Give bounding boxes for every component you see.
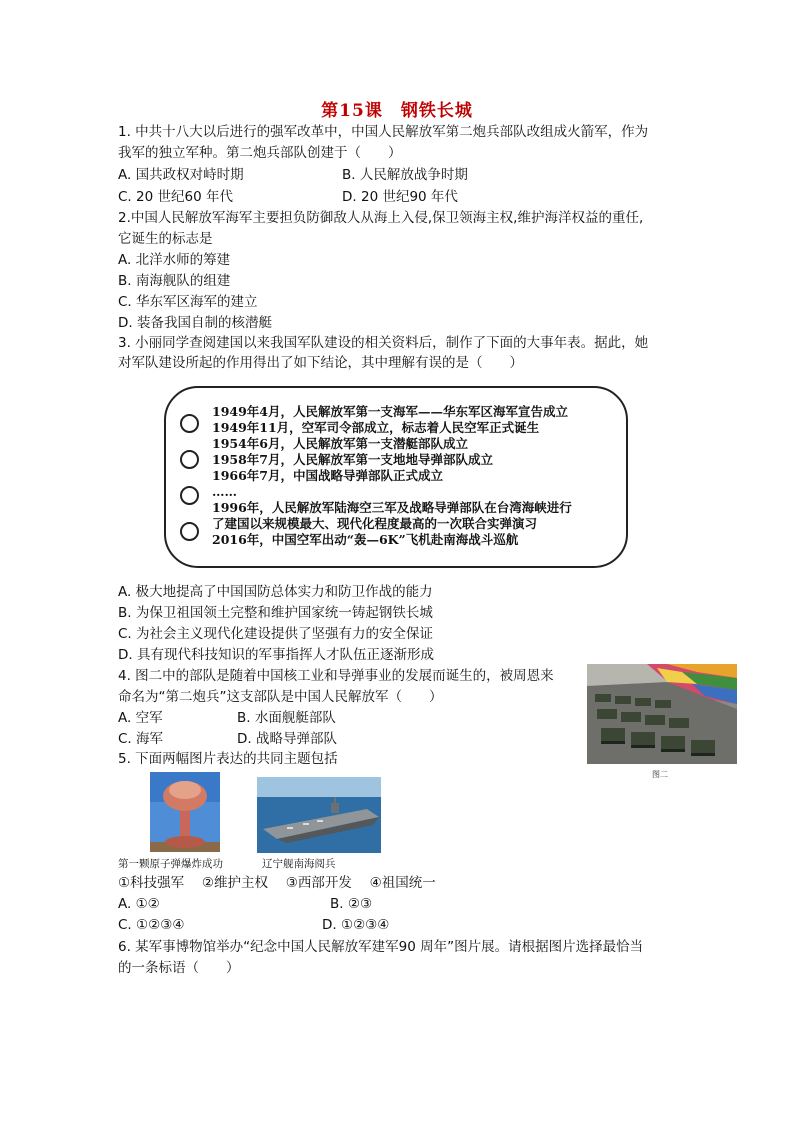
q1-stem-line1: 1. 中共十八大以后进行的强军改革中，中国人民解放军第二炮兵部队改组成火箭军，作为 xyxy=(118,124,649,140)
q3-option-a: A. 极大地提高了中国国防总体实力和防卫作战的能力 xyxy=(118,584,433,600)
q2-option-a: A. 北洋水师的筹建 xyxy=(118,252,231,268)
figure-2-caption: 图二 xyxy=(652,770,668,779)
q3-stem-line2: 对军队建设所起的作用得出了如下结论，其中理解有误的是（ ） xyxy=(118,355,523,371)
binder-hole xyxy=(180,486,199,505)
binder-hole xyxy=(180,414,199,433)
q4-option-c: C. 海军 xyxy=(118,731,164,747)
q1-option-a: A. 国共政权对峙时期 xyxy=(118,167,244,183)
q6-stem-line2: 的一条标语（ ） xyxy=(118,960,240,976)
q3-option-c: C. 为社会主义现代化建设提供了坚强有力的安全保证 xyxy=(118,626,434,642)
q4-option-d: D. 战略导弹部队 xyxy=(237,731,337,747)
timeline-entry: 2016年，中国空军出动“轰—6K”飞机赴南海战斗巡航 xyxy=(212,532,519,547)
q4-stem-line2: 命名为“第二炮兵”这支部队是中国人民解放军（ ） xyxy=(118,689,443,705)
binder-hole xyxy=(180,450,199,469)
atomic-bomb-photo xyxy=(150,772,220,852)
q2-option-b: B. 南海舰队的组建 xyxy=(118,273,231,289)
lesson-title: 第15课 钢铁长城 xyxy=(321,101,473,121)
q1-option-c: C. 20 世纪60 年代 xyxy=(118,189,233,205)
q3-option-d: D. 具有现代科技知识的军事指挥人才队伍正逐渐形成 xyxy=(118,647,434,663)
q6-stem-line1: 6. 某军事博物馆举办“纪念中国人民解放军建军90 周年”图片展。请根据图片选择最恰当 xyxy=(118,939,644,955)
timeline-entry: 1949年11月，空军司令部成立，标志着人民空军正式诞生 xyxy=(212,420,540,435)
q5-option-b: B. ②③ xyxy=(330,896,373,912)
atomic-bomb-caption: 第一颗原子弹爆炸成功 xyxy=(118,858,223,870)
q4-option-b: B. 水面舰艇部队 xyxy=(237,710,336,726)
timeline-entry: 1958年7月，人民解放军第一支地地导弹部队成立 xyxy=(212,452,493,467)
carrier-caption: 辽宁舰南海阅兵 xyxy=(262,858,336,870)
q5-stem: 5. 下面两幅图片表达的共同主题包括 xyxy=(118,751,338,767)
q4-option-a: A. 空军 xyxy=(118,710,163,726)
q2-option-d: D. 装备我国自制的核潜艇 xyxy=(118,315,272,331)
timeline-entry: …… xyxy=(212,484,237,499)
aircraft-carrier-photo xyxy=(257,777,381,853)
binder-hole xyxy=(180,522,199,541)
q2-option-c: C. 华东军区海军的建立 xyxy=(118,294,258,310)
q3-stem-line1: 3. 小丽同学查阅建国以来我国军队建设的相关资料后，制作了下面的大事年表。据此，她 xyxy=(118,335,649,351)
timeline-entry: 1966年7月，中国战略导弹部队正式成立 xyxy=(212,468,443,483)
q5-option-d: D. ①②③④ xyxy=(322,917,390,933)
timeline-entry: 1996年，人民解放军陆海空三军及战略导弹部队在台湾海峡进行 xyxy=(212,500,572,515)
q1-option-b: B. 人民解放战争时期 xyxy=(342,167,468,183)
missile-parade-photo xyxy=(587,664,737,764)
q2-stem-line1: 2.中国人民解放军海军主要担负防御敌人从海上入侵,保卫领海主权,维护海洋权益的重任, xyxy=(118,210,644,226)
q3-option-b: B. 为保卫祖国领土完整和维护国家统一铸起钢铁长城 xyxy=(118,605,433,621)
q1-option-d: D. 20 世纪90 年代 xyxy=(342,189,458,205)
q2-stem-line2: 它诞生的标志是 xyxy=(118,231,213,247)
q1-stem-line2: 我军的独立军种。第二炮兵部队创建于（ ） xyxy=(118,145,402,161)
q5-option-c: C. ①②③④ xyxy=(118,917,185,933)
timeline-notebook-box xyxy=(164,386,628,568)
q5-option-a: A. ①② xyxy=(118,896,160,912)
timeline-entry: 1954年6月，人民解放军第一支潜艇部队成立 xyxy=(212,436,468,451)
timeline-entry: 1949年4月，人民解放军第一支海军——华东军区海军宣告成立 xyxy=(212,404,568,419)
q4-stem-line1: 4. 图二中的部队是随着中国核工业和导弹事业的发展而诞生的，被周恩来 xyxy=(118,668,554,684)
q5-items: ①科技强军 ②维护主权 ③西部开发 ④祖国统一 xyxy=(118,875,436,891)
timeline-entry: 了建国以来规模最大、现代化程度最高的一次联合实弹演习 xyxy=(212,516,538,531)
